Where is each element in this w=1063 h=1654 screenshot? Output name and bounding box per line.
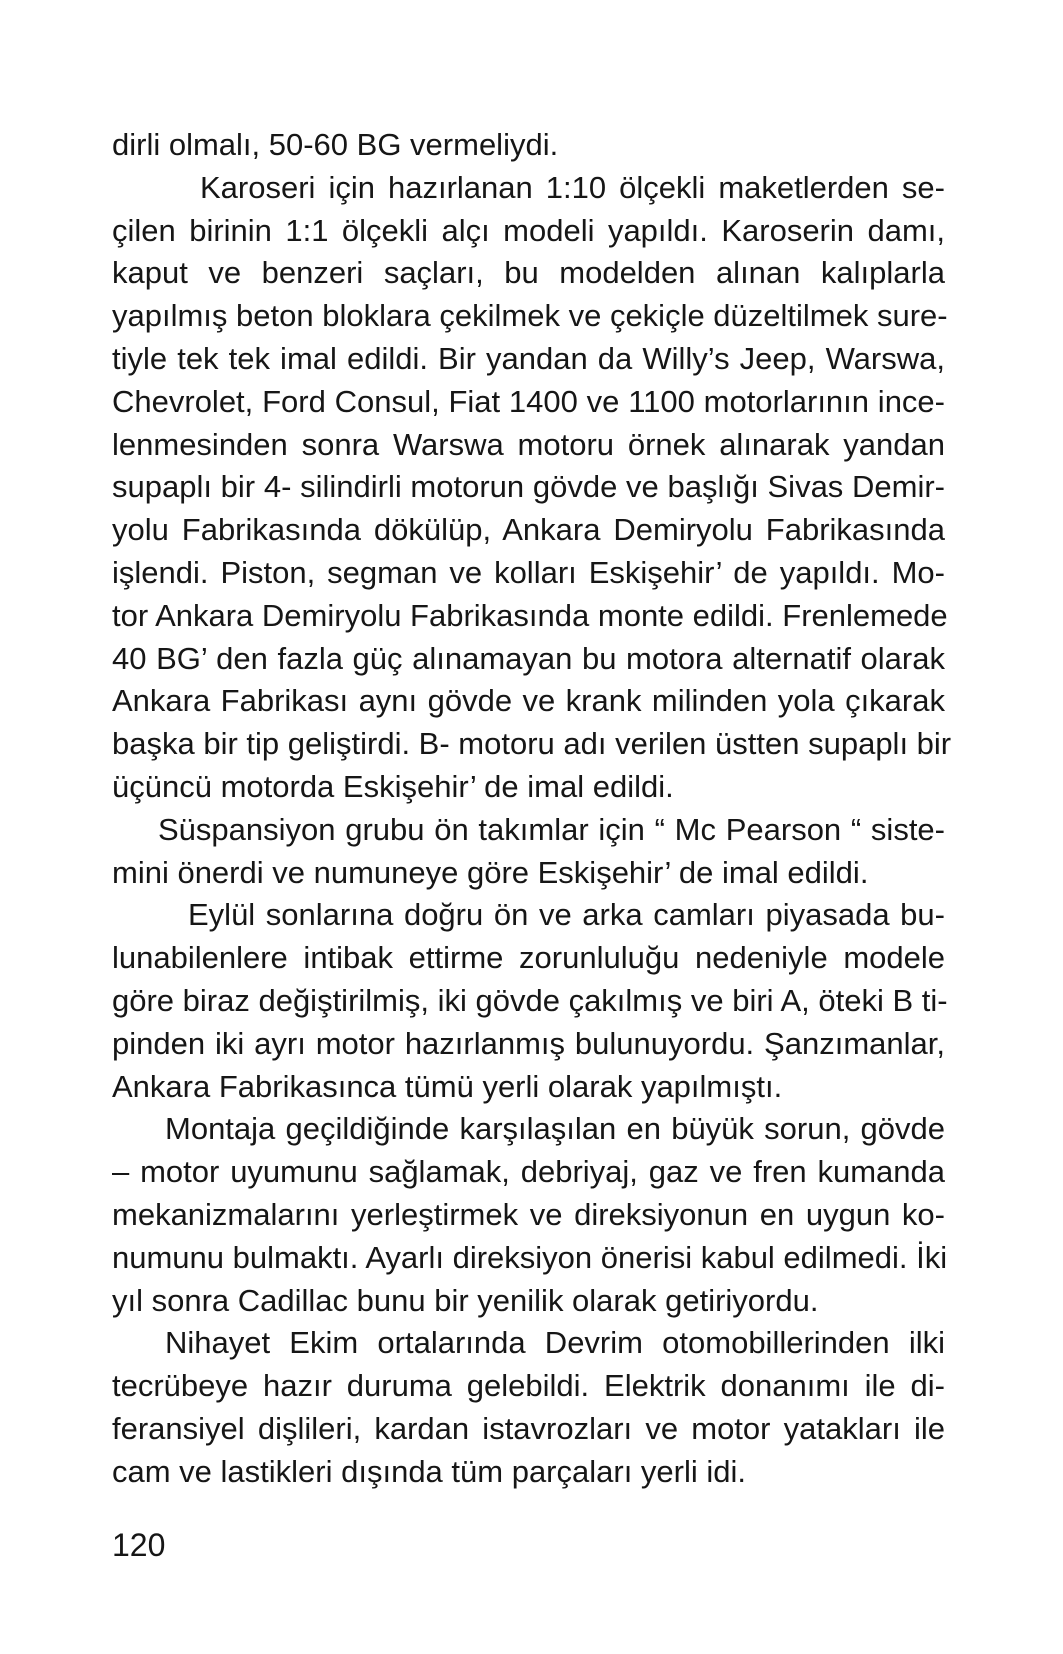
text-line: göre biraz değiştirilmiş, iki gövde çakılmış ve biri A, öteki B ti- bbox=[112, 982, 948, 1018]
text-line: üçüncü motorda Eskişehir’ de imal edildi. bbox=[112, 768, 674, 804]
paragraph bbox=[112, 809, 945, 895]
text-line: mekanizmalarını yerleştirmek ve direksiyonun en uygun ko- bbox=[112, 1196, 945, 1232]
text-line: yolu Fabrikasında dökülüp, Ankara Demiryolu Fabrikasında bbox=[112, 512, 945, 548]
text-line: cam ve lastikleri dışında tüm parçaları yerli idi. bbox=[112, 1453, 747, 1489]
body-text bbox=[112, 124, 952, 1494]
text-line: Eylül sonlarına doğru ön ve arka camları piyasada bu- bbox=[188, 897, 945, 933]
text-line: lenmesinden sonra Warswa motoru örnek alınarak yandan bbox=[112, 426, 945, 462]
text-line: Chevrolet, Ford Consul, Fiat 1400 ve 1100 motorlarının ince- bbox=[112, 383, 945, 419]
text-line: kaput ve benzeri saçları, bu modelden alınan kalıplarla bbox=[112, 255, 945, 291]
text-line: feransiyel dişlileri, kardan istavrozları ve motor yatakları ile bbox=[112, 1410, 945, 1446]
text-line: lunabilenlere intibak ettirme zorunluluğu nedeniyle modele bbox=[112, 940, 945, 976]
text-line: dirli olmalı, 50-60 BG vermeliydi. bbox=[112, 127, 559, 162]
text-line: Süspansiyon grubu ön takımlar için “ Mc Pearson “ siste- bbox=[158, 811, 945, 847]
text-line: – motor uyumunu sağlamak, debriyaj, gaz ve fren kumanda bbox=[112, 1154, 945, 1190]
text-line: Montaja geçildiğinde karşılaşılan en büyük sorun, gövde bbox=[165, 1111, 945, 1147]
text-line: Nihayet Ekim ortalarında Devrim otomobillerinden ilki bbox=[165, 1325, 945, 1361]
page-number: 120 bbox=[112, 1527, 166, 1563]
text-line: Ankara Fabrikası aynı gövde ve krank milinden yola çıkarak bbox=[112, 683, 945, 719]
text-line: Ankara Fabrikasınca tümü yerli olarak yapılmıştı. bbox=[112, 1068, 783, 1104]
text-line: pinden iki ayrı motor hazırlanmış bulunuyordu. Şanzımanlar, bbox=[112, 1025, 945, 1061]
paragraph bbox=[112, 1108, 948, 1322]
text-line: tecrübeye hazır duruma gelebildi. Elektrik donanımı ile di- bbox=[112, 1368, 945, 1404]
paragraph bbox=[112, 1322, 945, 1493]
text-line: tor Ankara Demiryolu Fabrikasında monte edildi. Frenlemede bbox=[112, 597, 948, 633]
text-line: başka bir tip geliştirdi. B- motoru adı verilen üstten supaplı bir bbox=[112, 726, 952, 762]
text-line: tiyle tek tek imal edildi. Bir yandan da Willy’s Jeep, Warswa, bbox=[112, 340, 945, 376]
paragraph bbox=[112, 167, 952, 809]
paragraph bbox=[112, 124, 945, 167]
text-line: Karoseri için hazırlanan 1:10 ölçekli maketlerden se- bbox=[200, 169, 945, 205]
text-line: supaplı bir 4- silindirli motorun gövde ve başlığı Sivas Demir- bbox=[112, 469, 945, 505]
paragraph bbox=[112, 894, 948, 1108]
text-line: işlendi. Piston, segman ve kolları Eskişehir’ de yapıldı. Mo- bbox=[112, 554, 945, 590]
text-line: yapılmış beton bloklara çekilmek ve çekiçle düzeltilmek sure- bbox=[112, 298, 948, 334]
text-line: 40 BG’ den fazla güç alınamayan bu motora alternatif olarak bbox=[112, 640, 945, 676]
text-line: numunu bulmaktı. Ayarlı direksiyon önerisi kabul edilmedi. İki bbox=[112, 1239, 948, 1275]
text-line: çilen birinin 1:1 ölçekli alçı modeli yapıldı. Karoserin damı, bbox=[112, 212, 945, 248]
text-line: mini önerdi ve numuneye göre Eskişehir’ de imal edildi. bbox=[112, 854, 869, 890]
text-line: yıl sonra Cadillac bunu bir yenilik olarak getiriyordu. bbox=[112, 1282, 819, 1318]
